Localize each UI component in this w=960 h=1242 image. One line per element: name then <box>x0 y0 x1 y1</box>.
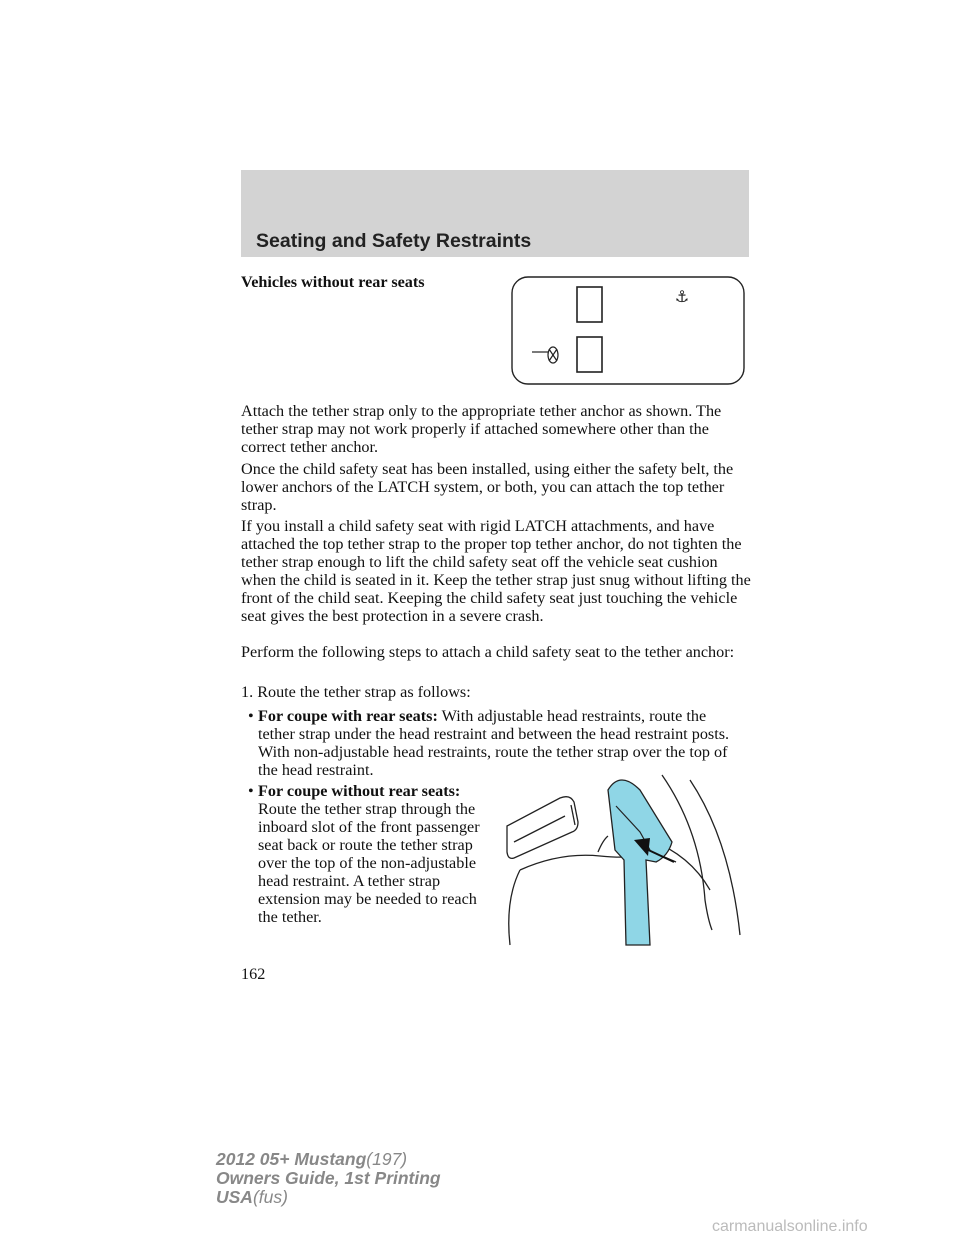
footer-edition: Owners Guide, 1st Printing <box>216 1168 441 1188</box>
diagram-frame <box>512 277 744 384</box>
bullet-1-text: With adjustable head restraints, route the tether strap under the head restraint and between the head restraint posts. With non-adjustable head restraints, route the tether strap over the top of the head restraint. <box>258 707 730 779</box>
subheading-vehicles-without-rear-seats: Vehicles without rear seats <box>241 273 425 291</box>
footer-model: 2012 05+ Mustang <box>216 1149 367 1169</box>
footer-page-ref: (197) <box>366 1149 408 1169</box>
prohibited-anchor-icon <box>532 347 558 363</box>
footer-code: (fus) <box>252 1187 288 1207</box>
paragraph-step-1: 1. Route the tether strap as follows: <box>241 683 471 701</box>
seat-back-curve <box>520 850 660 870</box>
strap-direction-arrow <box>634 838 650 856</box>
paragraph-1: Attach the tether strap only to the appropriate tether anchor as shown. The tether strap may not work properly if attached somewhere other than the correct tether anchor. <box>241 402 722 456</box>
print-footer <box>216 1150 441 1207</box>
bullet-1-lead: For coupe with rear seats: <box>258 707 438 725</box>
paragraph-3: If you install a child safety seat with rigid LATCH attachments, and have attached the top tether strap to the proper top tether anchor, do not tighten the tether strap enough to lift the child safety seat off the vehicle seat cushion when the child is seated in it. Keep the tether strap just snug without lifting the front of the child seat. Keeping the child safety seat just touching the vehicle seat gives the best protection in a severe crash. <box>241 517 751 625</box>
anchor-icon: ⚓ <box>674 287 690 306</box>
paragraph-2: Once the child safety seat has been installed, using either the safety belt, the lower anchors of the LATCH system, or both, you can attach the top tether strap. <box>241 460 734 514</box>
head-restraint-outline <box>507 797 578 859</box>
paragraph-4: Perform the following steps to attach a child safety seat to the tether anchor: <box>241 643 735 661</box>
section-title: Seating and Safety Restraints <box>256 230 532 252</box>
bullet-2-text: Route the tether strap through the inboard slot of the front passenger seat back or route the tether strap over the top of the non-adjustable head restraint. A tether strap extension may be needed to reach the tether. <box>258 800 480 926</box>
bullet-marker-2: • <box>248 782 254 800</box>
watermark: carmanualsonline.info <box>712 1218 868 1235</box>
tether-strap <box>608 780 672 945</box>
bullet-2-lead: For coupe without rear seats: <box>258 782 461 800</box>
seat-square-upper <box>577 287 602 322</box>
page-number: 162 <box>241 965 266 983</box>
bullet-coupe-without-rear-seats <box>258 782 490 926</box>
bullet-coupe-with-rear-seats <box>258 707 738 779</box>
footer-market: USA <box>216 1187 253 1207</box>
bullet-marker-1: • <box>248 707 254 725</box>
seat-square-lower <box>577 337 602 372</box>
